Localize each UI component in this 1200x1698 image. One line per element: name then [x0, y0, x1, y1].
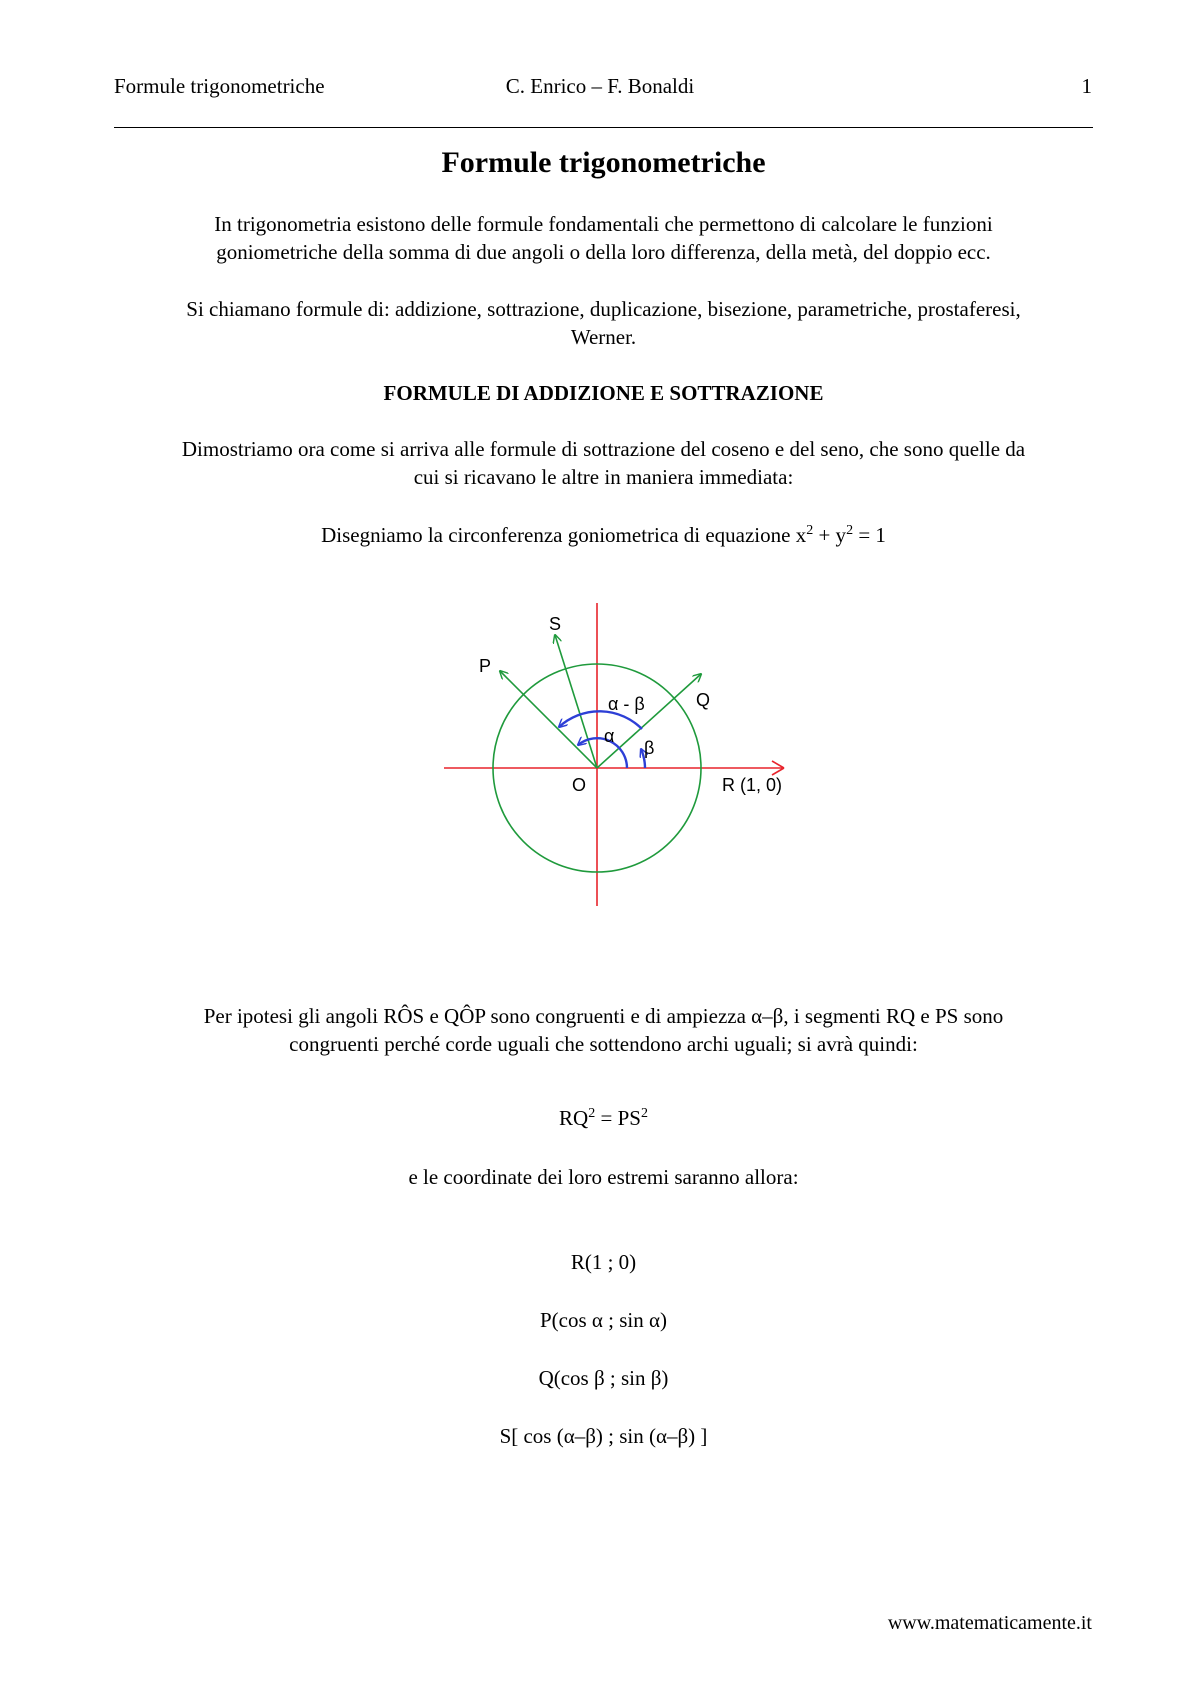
- coords-intro: e le coordinate dei loro estremi saranno allora:: [408, 1165, 799, 1189]
- intro-line-2: goniometriche della somma di due angoli o della loro differenza, della metà, del doppio ecc.: [216, 240, 991, 264]
- label-r: R (1, 0): [722, 775, 783, 795]
- label-alpha-minus-beta: α - β: [608, 694, 645, 714]
- point-r: R(1 ; 0): [570, 1250, 637, 1274]
- page-title: Formule trigonometriche: [441, 146, 766, 179]
- header-doc-title: Formule trigonometriche: [114, 74, 325, 98]
- hypothesis-line-1: Per ipotesi gli angoli RÔS e QÔP sono congruenti e di ampiezza α–β, i segmenti RQ e PS sono: [203, 1004, 1004, 1028]
- label-o: O: [572, 775, 587, 795]
- point-p: P(cos α ; sin α): [539, 1308, 667, 1332]
- demo-line-1: Dimostriamo ora come si arriva alle formule di sottrazione del coseno e del seno, che sono quelle da: [181, 437, 1026, 461]
- label-q: Q: [696, 690, 711, 710]
- equation-left: RQ: [559, 1106, 589, 1130]
- point-q: Q(cos β ; sin β): [538, 1366, 669, 1390]
- intro-line-1: In trigonometria esistono delle formule fondamentali che permettono di calcolare le funzioni: [214, 212, 993, 236]
- equation-left-exp: 2: [588, 1106, 596, 1121]
- circle-sentence-end: = 1: [853, 523, 886, 547]
- circle-exp-x: 2: [806, 523, 814, 538]
- header-page-number: 1: [1081, 74, 1092, 98]
- label-s: S: [549, 614, 562, 634]
- x-axis-arrowhead-lower: [772, 768, 784, 775]
- names-line-2: Werner.: [570, 325, 637, 349]
- circle-exp-y: 2: [846, 523, 854, 538]
- hypothesis-line-2: congruenti perché corde uguali che sottendono archi uguali; si avrà quindi:: [289, 1032, 918, 1056]
- equation-rq-ps: [114, 1104, 1093, 1132]
- circle-sentence-text: Disegniamo la circonferenza goniometrica di equazione x: [321, 523, 807, 547]
- equation-right-exp: 2: [640, 1106, 648, 1121]
- point-s: S[ cos (α–β) ; sin (α–β) ]: [499, 1424, 708, 1448]
- label-p: P: [479, 656, 492, 676]
- header-authors: C. Enrico – F. Bonaldi: [505, 74, 695, 98]
- footer-website: www.matematicamente.it: [887, 1612, 1092, 1634]
- x-axis-arrowhead: [772, 761, 784, 768]
- label-beta: β: [644, 738, 655, 758]
- names-line-1: Si chiamano formule di: addizione, sottrazione, duplicazione, bisezione, parametriche, prostaferesi,: [186, 297, 1021, 321]
- section-title: FORMULE DI ADDIZIONE E SOTTRAZIONE: [383, 381, 824, 405]
- equation-mid: = PS: [595, 1106, 641, 1130]
- circle-sentence-mid: + y: [813, 523, 847, 547]
- label-alpha: α: [604, 726, 615, 746]
- demo-line-2: cui si ricavano le altre in maniera immediata:: [413, 465, 794, 489]
